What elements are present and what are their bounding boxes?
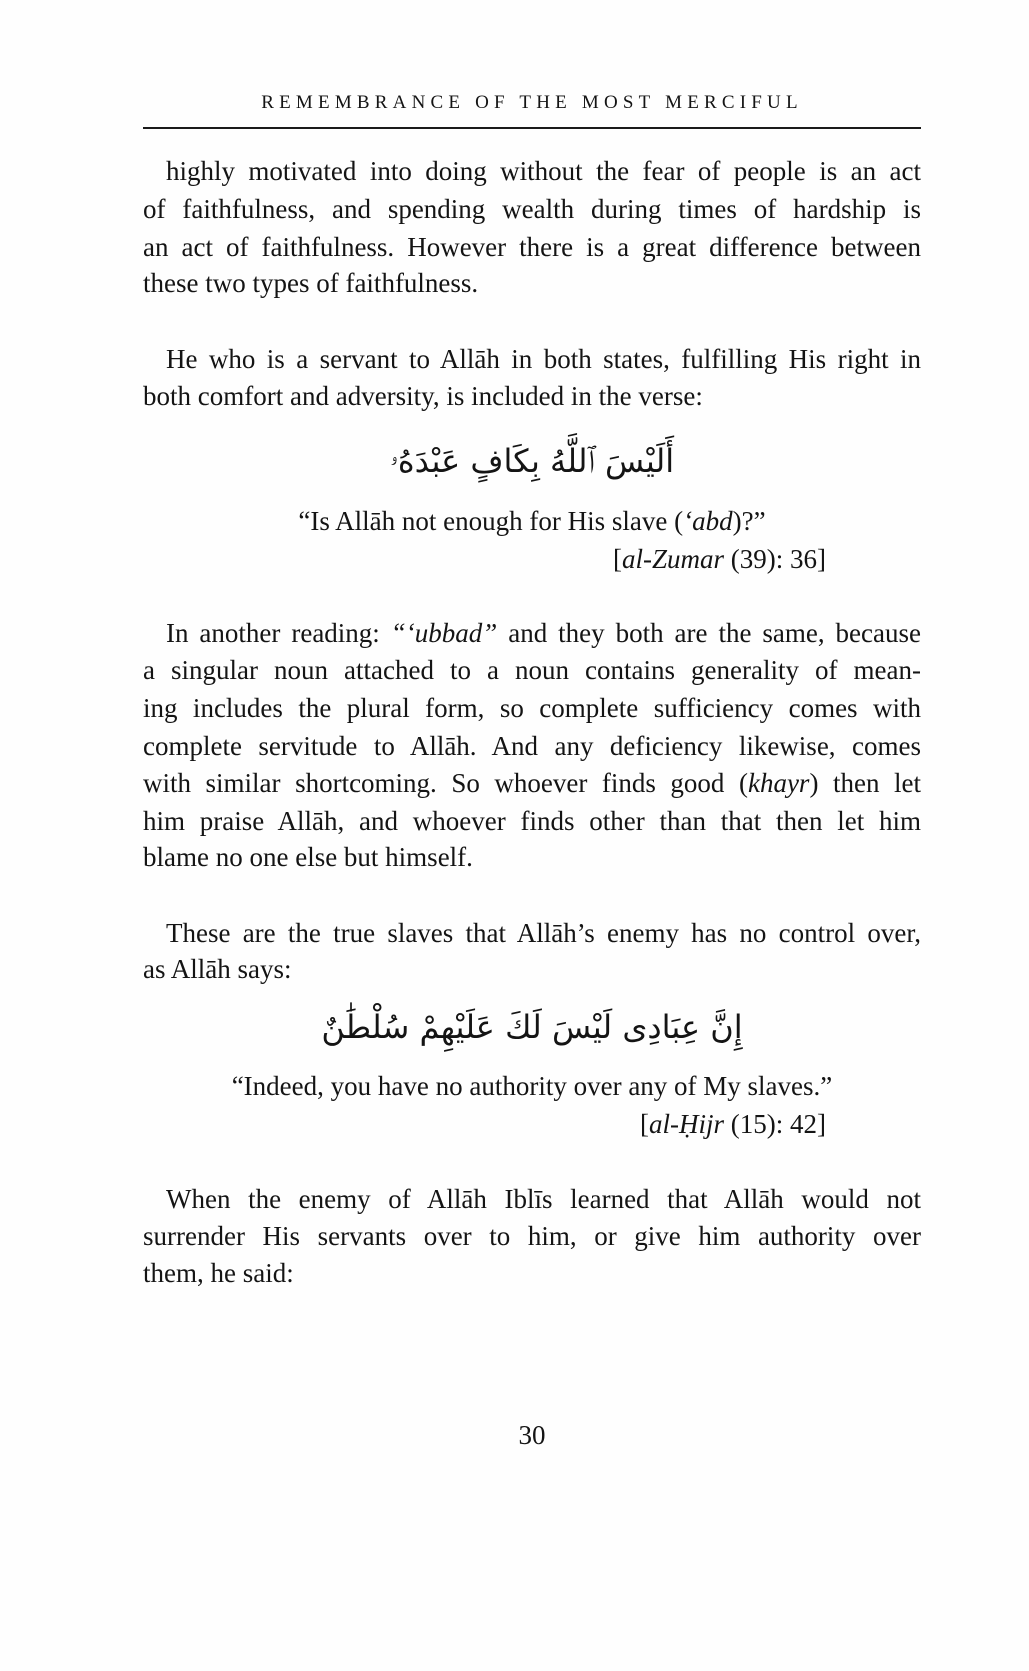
running-header: REMEMBRANCE OF THE MOST MERCIFUL (261, 92, 803, 113)
text-run: He who is a servant to Allāh in both states, fulfilling His right in (166, 344, 921, 374)
text-run: with similar shortcoming. So whoever finds good ( (143, 768, 748, 798)
paragraph-line (143, 806, 921, 836)
paragraph-line (143, 768, 921, 798)
text-run: In another reading: (166, 618, 391, 648)
paragraph-line (143, 693, 921, 723)
text-run: complete servitude to Allāh. And any deficiency likewise, comes (143, 731, 921, 761)
paragraph-line (143, 731, 921, 761)
text-run: both comfort and adversity, is included in the verse: (143, 381, 703, 411)
verse-translation (143, 506, 921, 536)
text-run: an act of faithfulness. However there is a great difference between (143, 232, 921, 262)
paragraph-line (166, 1184, 921, 1214)
text-run: of faithfulness, and spending wealth during times of hardship is (143, 194, 921, 224)
paragraph-line (143, 194, 921, 224)
paragraph-line (143, 954, 921, 984)
header-rule (143, 127, 921, 129)
text-run: him praise Allāh, and whoever finds other than that then let him (143, 806, 921, 836)
paragraph-line (166, 618, 921, 648)
italic-term: al-Zumar (622, 544, 725, 574)
text-run: these two types of faithfulness. (143, 268, 479, 298)
text-run: them, he said: (143, 1258, 294, 1288)
verse-reference (143, 1109, 826, 1139)
paragraph-line (143, 1258, 921, 1288)
text-run: “Indeed, you have no authority over any of My slaves.” (231, 1071, 833, 1101)
paragraph-line (143, 1221, 921, 1251)
paragraph-line (166, 344, 921, 374)
text-run: ing includes the plural form, so complete sufficiency comes with (143, 693, 921, 723)
text-run: (15): 42] (724, 1109, 826, 1139)
italic-term: “‘ubbad” (390, 618, 498, 648)
text-run: highly motivated into doing without the fear of people is an act (166, 156, 921, 186)
text-run: a singular noun attached to a noun contains generality of mean- (143, 655, 921, 685)
paragraph-line (166, 918, 921, 948)
text-run: When the enemy of Allāh Iblīs learned that Allāh would not (166, 1184, 921, 1214)
text-run: surrender His servants over to him, or give him authority over (143, 1221, 921, 1251)
arabic-verse: إِنَّ عِبَادِى لَيْسَ لَكَ عَلَيْهِمْ سُلْطَٰنٌ (321, 1008, 743, 1046)
text-run: “Is Allāh not enough for His slave ( (298, 506, 684, 536)
paragraph-line (166, 156, 921, 186)
text-run: [ (640, 1109, 649, 1139)
paragraph-line (143, 232, 921, 262)
text-run: blame no one else but himself. (143, 842, 473, 872)
text-run: [ (613, 544, 622, 574)
paragraph-line (143, 268, 921, 298)
arabic-verse: أَلَيْسَ ٱللَّهُ بِكَافٍ عَبْدَهُۥ (389, 442, 675, 480)
text-run: These are the true slaves that Allāh’s enemy has no control over, (166, 918, 921, 948)
text-run: )?” (732, 506, 766, 536)
paragraph-line (143, 842, 921, 872)
paragraph-line (143, 655, 921, 685)
text-run: ) then let (809, 768, 921, 798)
italic-term: al-Ḥijr (649, 1109, 725, 1139)
paragraph-line (143, 381, 921, 411)
italic-term: khayr (747, 768, 810, 798)
text-run: as Allāh says: (143, 954, 292, 984)
page-number: 30 (518, 1420, 546, 1450)
verse-translation (143, 1071, 921, 1101)
italic-term: ‘abd (683, 506, 733, 536)
text-run: and they both are the same, because (497, 618, 921, 648)
verse-reference (143, 544, 826, 574)
text-run: (39): 36] (724, 544, 826, 574)
